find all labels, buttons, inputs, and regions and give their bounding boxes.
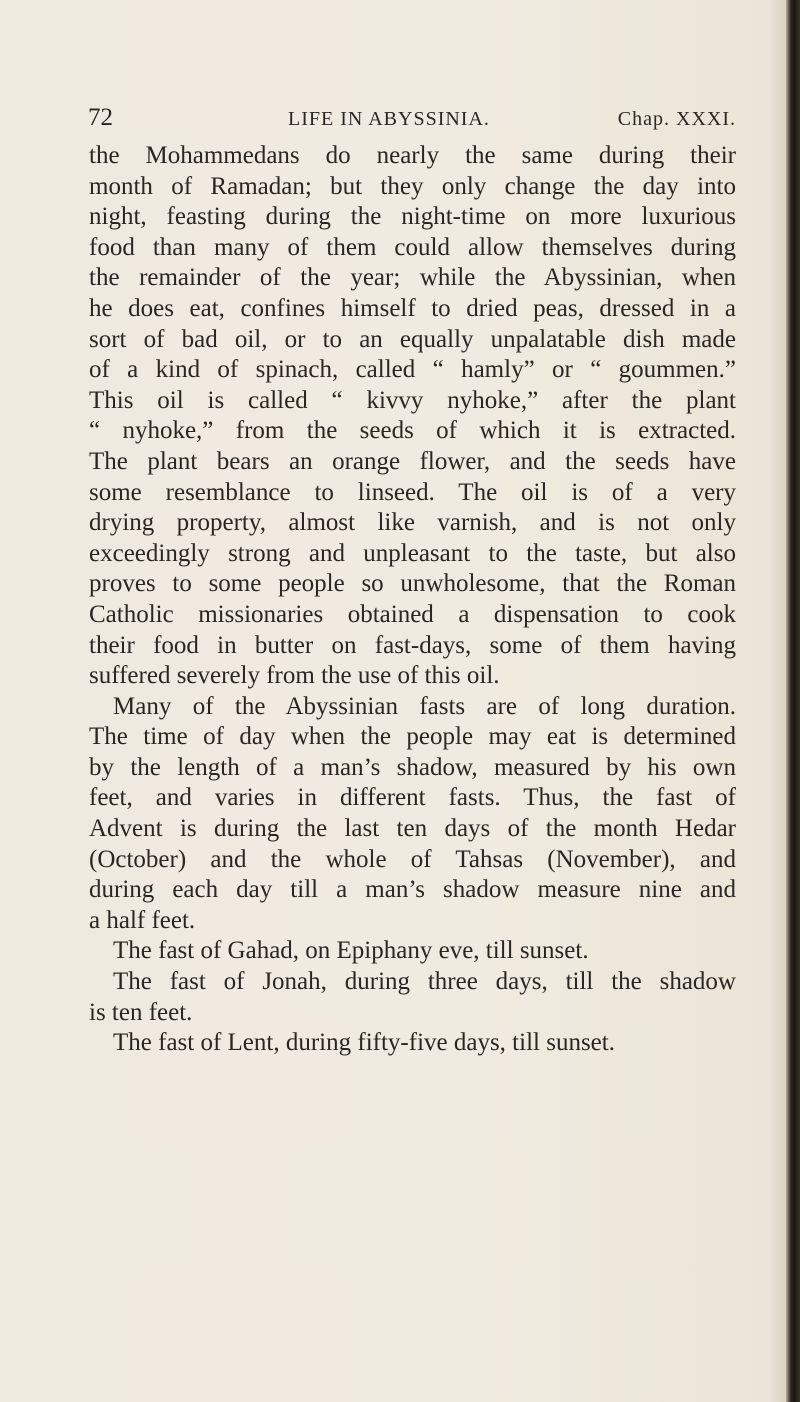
running-title: LIFE IN ABYSSINIA. <box>288 108 490 130</box>
text-line: feet, and varies in different fasts. Thus, the fast of <box>89 784 736 812</box>
text-line: The time of day when the people may eat is determined <box>89 723 736 751</box>
text-line: The fast of Gahad, on Epiphany eve, till sunset. <box>113 937 589 965</box>
text-line: This oil is called “ kivvy nyhoke,” after the plant <box>89 386 736 414</box>
text-line: drying property, almost like varnish, and is not only <box>89 509 736 537</box>
text-line: The fast of Jonah, during three days, till the shadow <box>113 968 736 996</box>
text-line: Catholic missionaries obtained a dispensation to cook <box>89 600 736 628</box>
text-line: he does eat, confines himself to dried peas, dressed in a <box>89 294 736 322</box>
text-line: night, feasting during the night-time on more luxurious <box>89 203 736 231</box>
text-line: of a kind of spinach, called “ hamly” or “ goummen.” <box>89 356 736 384</box>
text-line: The fast of Lent, during fifty-five days, till sunset. <box>113 1029 615 1057</box>
text-line: suffered severely from the use of this oil. <box>89 662 500 690</box>
text-line: a half feet. <box>89 906 196 934</box>
body-text <box>89 141 736 1059</box>
running-head <box>88 104 736 138</box>
text-line: the remainder of the year; while the Abyssinian, when <box>89 264 736 292</box>
text-line: food than many of them could allow themselves during <box>89 233 736 261</box>
text-line: “ nyhoke,” from the seeds of which it is extracted. <box>89 417 736 445</box>
text-line: their food in butter on fast-days, some of them having <box>89 631 736 659</box>
text-line: (October) and the whole of Tahsas (November), and <box>89 845 736 873</box>
chapter-label: Chap. XXXI. <box>617 108 736 130</box>
text-line: The plant bears an orange flower, and the seeds have <box>89 447 736 475</box>
page-edge <box>786 0 800 1402</box>
text-line: by the length of a man’s shadow, measured by his own <box>89 753 736 781</box>
text-line: month of Ramadan; but they only change the day into <box>89 172 736 200</box>
text-line: the Mohammedans do nearly the same during their <box>89 142 736 169</box>
text-line: exceedingly strong and unpleasant to the taste, but also <box>89 539 736 567</box>
text-line: some resemblance to linseed. The oil is of a very <box>89 478 736 506</box>
text-line: Advent is during the last ten days of the month Hedar <box>89 815 736 843</box>
text-line: sort of bad oil, or to an equally unpalatable dish made <box>89 325 736 353</box>
text-line: is ten feet. <box>89 998 193 1026</box>
text-line: Many of the Abyssinian fasts are of long duration. <box>113 692 736 720</box>
text-line: during each day till a man’s shadow measure nine and <box>89 876 736 904</box>
page-number: 72 <box>88 104 113 131</box>
text-line: proves to some people so unwholesome, that the Roman <box>89 570 736 598</box>
